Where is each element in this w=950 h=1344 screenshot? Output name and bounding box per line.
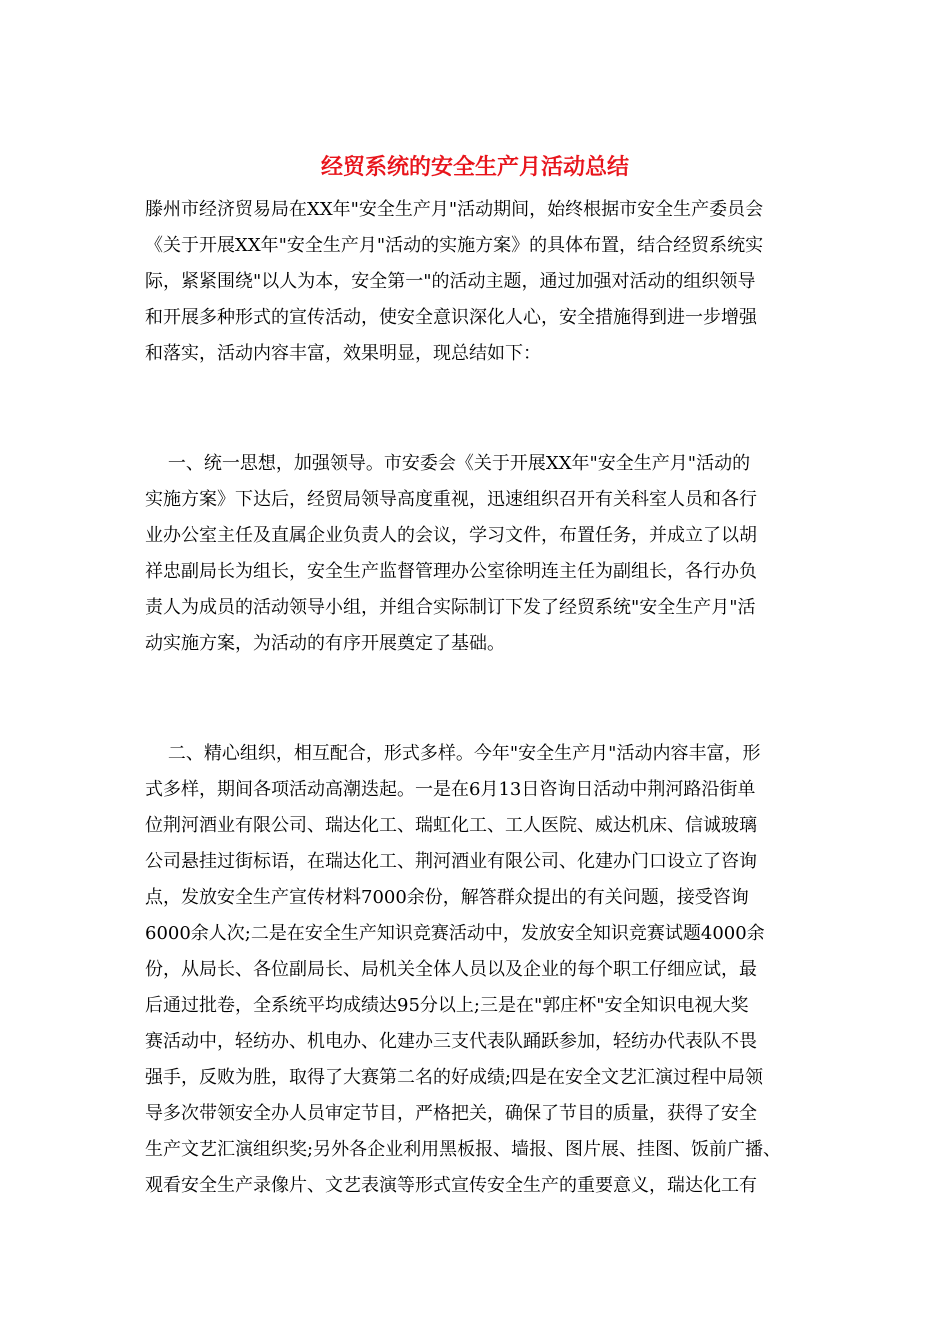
body-line: 强手，反败为胜，取得了大赛第二名的好成绩;四是在安全文艺汇演过程中局领 <box>145 1067 764 1088</box>
body-line: 责人为成员的活动领导小组，并组合实际制订下发了经贸系统"安全生产月"活 <box>145 597 756 618</box>
body-line: 式多样，期间各项活动高潮迭起。一是在6月13日咨询日活动中荆河路沿街单 <box>145 779 756 800</box>
document-title: 经贸系统的安全生产月活动总结 <box>320 155 629 180</box>
body-line: 《关于开展XX年"安全生产月"活动的实施方案》的具体布置，结合经贸系统实 <box>145 235 764 256</box>
body-line: 赛活动中，轻纺办、机电办、化建办三支代表队踊跃参加，轻纺办代表队不畏 <box>145 1031 757 1052</box>
body-line: 后通过批卷，全系统平均成绩达95分以上;三是在"郭庄杯"安全知识电视大奖 <box>145 995 749 1016</box>
body-line: 观看安全生产录像片、文艺表演等形式宣传安全生产的重要意义，瑞达化工有 <box>145 1175 757 1196</box>
body-line: 一、统一思想，加强领导。市安委会《关于开展XX年"安全生产月"活动的 <box>145 453 751 474</box>
body-line: 动实施方案，为活动的有序开展奠定了基础。 <box>145 633 505 654</box>
body-line: 际，紧紧围绕"以人为本，安全第一"的活动主题，通过加强对活动的组织领导 <box>145 271 756 292</box>
body-line: 业办公室主任及直属企业负责人的会议，学习文件，布置任务，并成立了以胡 <box>145 525 757 546</box>
body-line: 实施方案》下达后，经贸局领导高度重视，迅速组织召开有关科室人员和各行 <box>145 489 757 510</box>
body-line: 6000余人次;二是在安全生产知识竞赛活动中，发放安全知识竞赛试题4000余 <box>145 923 765 944</box>
body-line: 祥忠副局长为组长，安全生产监督管理办公室徐明连主任为副组长，各行办负 <box>145 561 757 582</box>
body-line: 公司悬挂过街标语，在瑞达化工、荆河酒业有限公司、化建办门口设立了咨询 <box>145 851 757 872</box>
body-line: 点，发放安全生产宣传材料7000余份，解答群众提出的有关问题，接受咨询 <box>145 887 749 908</box>
body-line: 滕州市经济贸易局在XX年"安全生产月"活动期间，始终根据市安全生产委员会 <box>145 199 764 220</box>
body-line: 导多次带领安全办人员审定节目，严格把关，确保了节目的质量，获得了安全 <box>145 1103 757 1124</box>
body-line: 生产文艺汇演组织奖;另外各企业利用黑板报、墙报、图片展、挂图、饭前广播、 <box>145 1139 782 1160</box>
body-line: 二、精心组织，相互配合，形式多样。今年"安全生产月"活动内容丰富，形 <box>145 743 761 764</box>
body-line: 和开展多种形式的宣传活动，使安全意识深化人心，安全措施得到进一步增强 <box>145 307 757 328</box>
body-line: 和落实，活动内容丰富，效果明显，现总结如下： <box>145 343 541 364</box>
body-line: 份，从局长、各位副局长、局机关全体人员以及企业的每个职工仔细应试，最 <box>145 959 757 980</box>
body-line: 位荆河酒业有限公司、瑞达化工、瑞虹化工、工人医院、威达机床、信诚玻璃 <box>145 815 757 836</box>
